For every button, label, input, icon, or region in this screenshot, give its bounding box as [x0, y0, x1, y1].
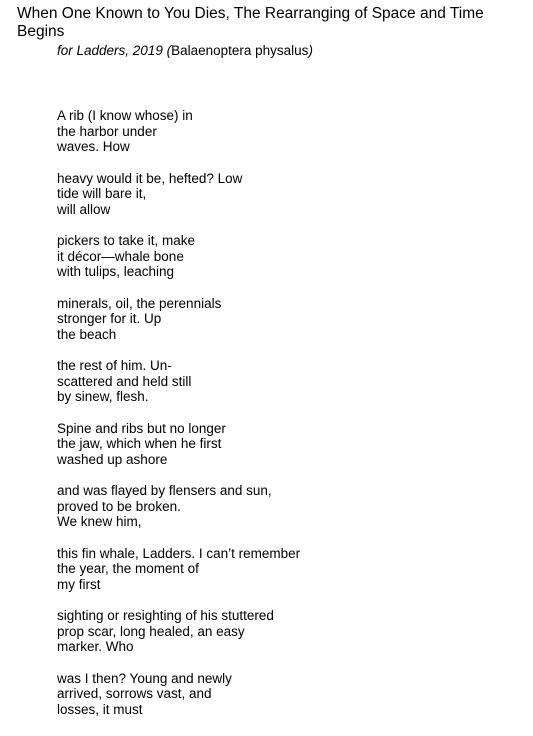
poem-line: the rest of him. Un- — [57, 358, 172, 373]
poem-line: the harbor under — [57, 123, 157, 139]
poem-line: losses, it must — [57, 701, 143, 717]
stanza — [57, 483, 497, 530]
poem-line: Spine and ribs but no longer — [57, 420, 226, 436]
poem-line: the year, the moment of — [57, 561, 199, 577]
poem-line: arrived, sorrows vast, and — [57, 686, 212, 702]
stanza — [57, 233, 497, 280]
poem-line: washed up ashore — [57, 451, 168, 467]
poem-line: pickers to take it, make — [57, 233, 196, 248]
poem-line: stronger for it. Up — [57, 311, 162, 327]
poem-line: this fin whale, Ladders. I can’t remember — [57, 545, 301, 561]
poem-line: it décor—whale bone — [57, 248, 184, 264]
poem-body — [57, 108, 497, 733]
poem-line: and was flayed by flensers and sun, — [57, 483, 272, 498]
stanza — [57, 358, 497, 405]
dedication-italic: for Ladders, 2019 — [57, 43, 167, 58]
stanza — [57, 671, 497, 718]
dedication — [57, 42, 313, 60]
stanza — [57, 546, 497, 593]
dedication-species: Balaenoptera physalus — [171, 43, 309, 58]
poem-line: waves. How — [57, 139, 130, 155]
poem-line: minerals, oil, the perennials — [57, 295, 222, 311]
stanza — [57, 108, 497, 155]
poem-line: the jaw, which when he first — [57, 436, 222, 452]
poem-line: scattered and held still — [57, 373, 192, 389]
poem-line: We knew him, — [57, 514, 142, 530]
poem-line: sighting or resighting of his stuttered — [57, 608, 274, 623]
poem-line: tide will bare it, — [57, 186, 147, 202]
stanza — [57, 171, 497, 218]
poem-line: heavy would it be, hefted? Low — [57, 170, 243, 186]
poem-title: When One Known to You Dies, The Rearranging of Space and Time Begins — [17, 5, 484, 40]
poem-line: the beach — [57, 326, 117, 342]
poem-line: marker. Who — [57, 639, 134, 655]
poem-line: by sinew, flesh. — [57, 389, 149, 405]
stanza — [57, 421, 497, 468]
stanza — [57, 296, 497, 343]
stanza — [57, 608, 497, 655]
poem-line: proved to be broken. — [57, 498, 181, 514]
dedication-paren-open: ( — [166, 43, 172, 58]
poem-line: will allow — [57, 201, 111, 217]
poem-line: A rib (I know whose) in — [57, 108, 193, 123]
poem-line: was I then? Young and newly — [57, 670, 232, 686]
dedication-paren-close: ) — [308, 43, 313, 58]
poem-line: prop scar, long healed, an easy — [57, 623, 245, 639]
poem-line: with tulips, leaching — [57, 264, 175, 280]
poem-line: my first — [57, 576, 101, 592]
